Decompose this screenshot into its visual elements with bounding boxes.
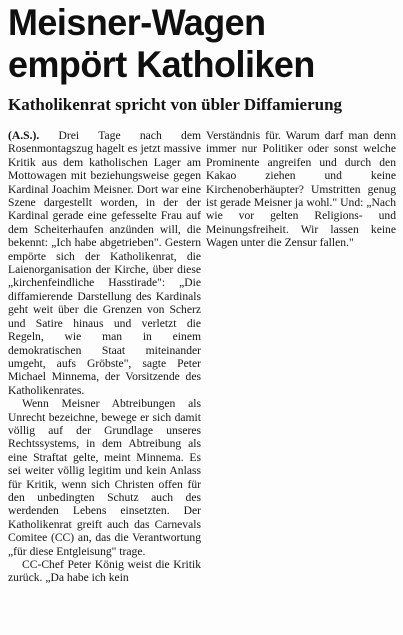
article-column-right — [206, 129, 396, 250]
article-paragraph-3-start — [8, 558, 201, 585]
paragraph-1-text: Drei Tage nach dem Rosenmontagszug hagelt es jetzt massive Kritik aus dem katholischen Lager am Mottowagen mit beziehungsweise gegen Kardinal Joachim Meisner. Dort war eine Szene dargestellt worden, in der der Kardinal gerade eine gefesselte Frau auf dem Scheiterhaufen anzünden will, die bekennt: „Ich habe abgetrieben". Gestern empörte sich der Katholikenrat, die Laienorganisation der Kirche, über diese „kirchenfeindliche Hasstirade": „Die diffamierende Darstellung des Kardinals geht weit über die Grenzen von Scherz und Satire hinaus und verletzt die Regeln, wie man in einem demokratischen Staat miteinander umgeht, aufs Gröbste", sagte Peter Michael Minnema, der Vorsitzende des Katholikenrates. — [8, 129, 201, 397]
paragraph-3-text-continued: Verständnis für. Warum darf man denn immer nur Politiker oder sonst welche Prominente angreifen und durch den Kakao ziehen und keine Kirchenoberhäupter? Umstritten genug ist gerade Meisner ja wohl." Und: „Nach wie vor gelten Religions- und Meinungsfreiheit. Wir lassen keine Wagen unter die Zensur fallen." — [206, 129, 396, 250]
article-paragraph-3-continued — [206, 129, 396, 250]
paragraph-2-text: Wenn Meisner Abtreibungen als Unrecht bezeichne, bewege er sich damit völlig auf der Grundlage unseres Rechtssystems, in dem Abtreibung als eine Straftat gelte, meint Minnema. Es sei weiter völlig legitim und kein Anlass für Kritik, wenn sich Christen offen für den unbedingten Schutz auch des werdenden Lebens einsetzten. Der Katholikenrat greift auch das Carnevals Comitee (CC) an, das die Verantwortung „für diese Entgleisung" trage. — [8, 397, 201, 558]
paragraph-3-text-start: CC-Chef Peter König weist die Kritik zurück. „Da habe ich kein — [8, 558, 201, 585]
headline-line-2: empört Katholiken — [8, 44, 315, 85]
article-subheadline: Katholikenrat spricht von übler Diffamierung — [8, 95, 343, 114]
headline-line-1: Meisner-Wagen — [8, 2, 266, 43]
article-paragraph-1 — [8, 129, 201, 397]
article-headline — [8, 2, 388, 86]
article-column-left — [8, 129, 201, 585]
article-paragraph-2 — [8, 397, 201, 558]
author-initials: (A.S.). — [8, 129, 40, 142]
